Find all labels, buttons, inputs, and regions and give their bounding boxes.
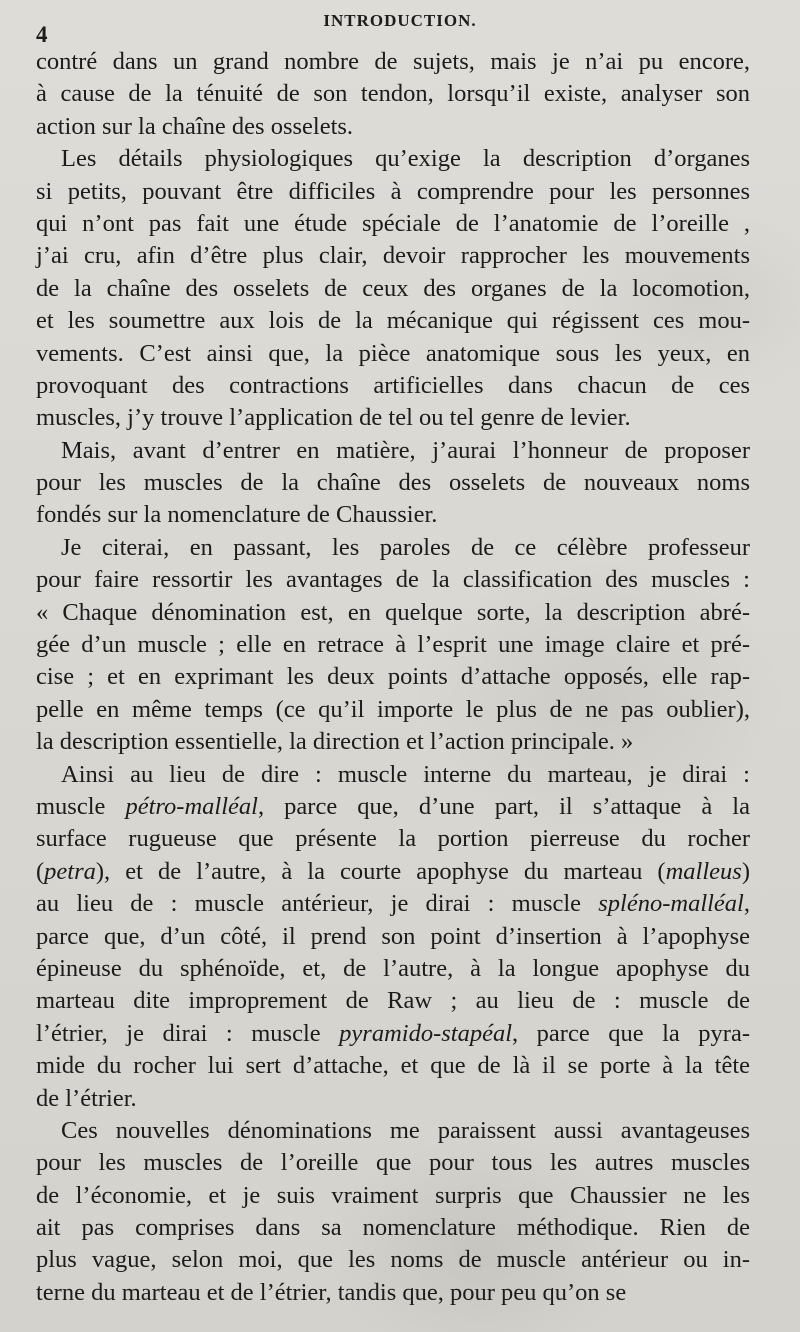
italic-term: malleus [665,857,742,885]
text-line [36,1050,750,1082]
text-segment: à cause de la ténuité de son tendon, lorsqu’il existe, analyser son [36,80,750,108]
text-line [36,661,750,693]
text-segment: Ces nouvelles dénominations me paraissent aussi avantageuses [61,1116,750,1144]
text-segment: gée d’un muscle ; elle en retrace à l’esprit une image claire et pré- [36,631,750,659]
text-line [36,435,750,467]
text-line [36,143,750,175]
text-segment: provoquant des contractions artificielles dans chacun de ces [36,371,750,399]
text-segment: « Chaque dénomination est, en quelque sorte, la description abré- [36,598,750,626]
text-segment: de la chaîne des osselets de ceux des organes de la locomotion, [36,274,750,302]
text-line [36,305,750,337]
text-line [36,564,750,596]
text-segment: qui n’ont pas fait une étude spéciale de l’anatomie de l’oreille , [36,209,750,237]
text-segment: ( [36,857,45,885]
text-line [36,240,750,272]
text-line [36,791,750,823]
text-segment: vements. C’est ainsi que, la pièce anatomique sous les yeux, en [36,339,750,367]
text-segment: et les soumettre aux lois de la mécanique qui régissent ces mou- [36,307,750,335]
text-line [36,888,750,920]
text-line [36,856,750,888]
text-line [36,78,750,110]
paragraph [36,435,750,532]
text-line [36,759,750,791]
paragraph [36,759,750,1115]
text-segment: surface rugueuse que présente la portion pierreuse du rocher [36,825,750,853]
italic-term: spléno-malléal [598,890,744,918]
text-segment: marteau dite improprement de Raw ; au lieu de : muscle de [36,987,750,1015]
text-line [36,273,750,305]
text-line [36,1244,750,1276]
running-title: INTRODUCTION. [323,11,477,30]
text-line [36,953,750,985]
text-segment: la description essentielle, la direction et l’action principale. » [36,728,634,756]
text-segment: Mais, avant d’entrer en matière, j’aurai l’honneur de proposer [61,436,750,464]
text-segment: l’étrier, je dirai : muscle [36,1019,340,1047]
text-segment: , [743,890,750,918]
italic-term: petra [44,857,96,885]
text-segment: pour les muscles de la chaîne des osselets de nouveaux noms [36,469,750,497]
text-segment: Ainsi au lieu de dire : muscle interne du marteau, je dirai : [61,760,750,788]
text-segment: ) [741,857,750,885]
text-line [36,1083,750,1115]
text-line [36,499,750,531]
paragraph [36,532,750,759]
text-segment: parce que, d’un côté, il prend son point d’insertion à l’apophyse [36,922,750,950]
text-segment: ), et de l’autre, à la courte apophyse du marteau ( [95,857,666,885]
text-segment: Je citerai, en passant, les paroles de ce célèbre professeur [61,533,750,561]
text-segment: épineuse du sphénoïde, et, de l’autre, à la longue apophyse du [36,954,750,982]
text-line [36,597,750,629]
text-line [36,694,750,726]
text-line [36,985,750,1017]
text-segment: action sur la chaîne des osselets. [36,112,354,140]
text-line [36,338,750,370]
text-line [36,1115,750,1147]
text-segment: terne du marteau et de l’étrier, tandis que, pour peu qu’on se [36,1278,627,1306]
text-segment: pour faire ressortir les avantages de la classification des muscles : [36,566,750,594]
paragraph [36,46,750,143]
body-text [36,46,750,1309]
text-line [36,370,750,402]
text-segment: muscles, j’y trouve l’application de tel ou tel genre de levier. [36,404,631,432]
page-header [0,8,800,47]
text-segment: contré dans un grand nombre de sujets, mais je n’ai pu encore, [36,48,750,75]
text-segment: fondés sur la nomenclature de Chaussier. [36,501,438,529]
text-line [36,46,750,78]
text-line [36,823,750,855]
text-segment: muscle [36,792,126,820]
text-segment: au lieu de : muscle antérieur, je dirai : muscle [36,890,599,918]
text-line [36,111,750,143]
paragraph [36,1115,750,1309]
italic-term: pyramido-stapéal [339,1019,513,1047]
text-line [36,1180,750,1212]
text-segment: de l’étrier. [36,1084,137,1112]
paragraph [36,143,750,435]
text-segment: mide du rocher lui sert d’attache, et que de là il se porte à la tête [36,1052,750,1080]
text-line [36,467,750,499]
text-segment: j’ai cru, afin d’être plus clair, devoir rapprocher les mouvements [36,242,750,270]
text-line [36,402,750,434]
text-line [36,726,750,758]
text-line [36,921,750,953]
text-segment: de l’économie, et je suis vraiment surpris que Chaussier ne les [36,1181,750,1209]
text-segment: cise ; et en exprimant les deux points d’attache opposés, elle rap- [36,663,750,691]
text-segment: ait pas comprises dans sa nomenclature méthodique. Rien de [36,1214,750,1242]
text-line [36,1212,750,1244]
text-line [36,1147,750,1179]
text-line [36,208,750,240]
text-segment: pelle en même temps (ce qu’il importe le plus de ne pas oublier), [36,695,750,723]
text-line [36,1277,750,1309]
page-number: 4 [36,22,48,47]
text-segment: plus vague, selon moi, que les noms de muscle antérieur ou in- [36,1246,750,1274]
text-segment: Les détails physiologiques qu’exige la description d’organes [61,145,750,173]
text-segment: pour les muscles de l’oreille que pour tous les autres muscles [36,1149,750,1177]
text-line [36,532,750,564]
text-line [36,176,750,208]
italic-term: pétro-malléal [125,792,258,820]
text-segment: , parce que la pyra- [512,1019,750,1047]
text-line [36,1018,750,1050]
text-line [36,629,750,661]
text-segment: , parce que, d’une part, il s’attaque à la [257,792,750,820]
text-segment: si petits, pouvant être difficiles à comprendre pour les personnes [36,177,750,205]
